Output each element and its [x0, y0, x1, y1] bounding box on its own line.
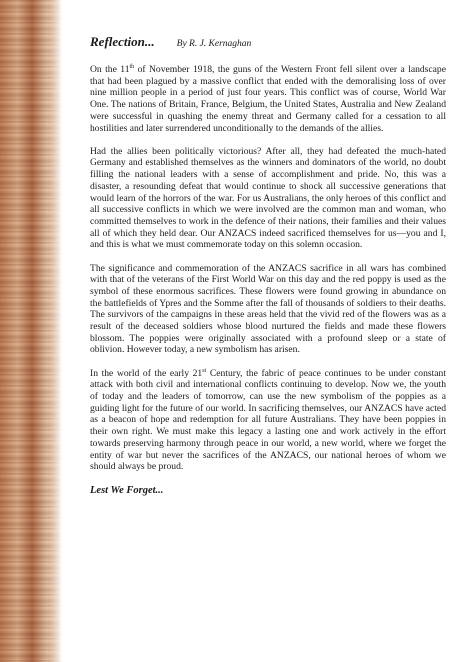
paragraph-1	[90, 64, 446, 134]
paragraph-1-start: On the 11	[90, 64, 130, 75]
closing-line: Lest We Forget...	[90, 484, 164, 496]
ordinal-suffix: th	[129, 63, 135, 70]
paragraph-3: The significance and commemoration of the ANZACS sacrifice in all wars has combined with that of the veterans of the First World War on this day and the red poppy is used as the symbol of these enormous sacrifices. These flowers were found growing in abundance on the battlefields of Ypres and the Somme after the fall of thousands of soldiers to their deaths. The survivors of the campaigns in these areas held that the vivid red of the flowers was as a result of the deceased soldiers whose blood nurtured the fields and made these flowers blossom. The poppies were originally associated with a profound sleep or a state of oblivion. However today, a new symbolism has arisen.	[90, 262, 446, 356]
paragraph-2: Had the allies been politically victorious? After all, they had defeated the much-hated Germany and established themselves as the winners and dominators of the world, no doubt filling the national leaders with a sense of accomplishment and pride. No, this was a disaster, a resounding defeat that would continue to shock all successive generations that would learn of the horrors of the war. For us Australians, the only heroes of this conflict and all successive conflicts in which we were involved are the common man and woman, who committed themselves to work in the defence of their nations, their families and their values all of which they held dear. Our ANZACS indeed sacrificed themselves for us—you and I, and this is what we must commemorate today on this solemn occasion.	[90, 145, 446, 251]
document-header	[90, 34, 446, 50]
ordinal-suffix: st	[202, 367, 207, 374]
document-title: Reflection...	[90, 34, 155, 49]
document-author: By R. J. Kernaghan	[176, 39, 252, 49]
document-content	[90, 34, 446, 496]
stone-texture-border	[0, 0, 62, 662]
paragraph-4-rest: Century, the fabric of peace continues to be under constant attack with both civil and international conflicts continuing to develop. Now we, the youth of today and the leaders of tomorrow, can use the new symbolism of the poppies as a guiding light for the future of our world. In sacrificing themselves, our ANZACS have acted as a beacon of hope and redemption for all future Australians. They have been poppies in their own right. We must make this legacy a lasting one and work actively in the effort towards preserving harmony through peace in our world, a new world, where we forget the entity of war but never the sacrifices of the ANZACS, our national heroes of whom we should always be proud.	[90, 367, 446, 473]
paragraph-4-start: In the world of the early 21	[90, 367, 203, 379]
paragraph-1-rest: of November 1918, the guns of the Western Front fell silent over a landscape that had been plagued by a massive conflict that ended with the demoralising loss of over nine million people in a period of just four years. This conflict was of course, World War One. The nations of Britain, France, Belgium, the United States, Australia and New Zealand were successful in quashing the enemy threat and Germany called for a cessation to all hostilities and later surrendered unconditionally to the demands of the allies.	[90, 64, 446, 134]
paragraph-4	[90, 368, 446, 473]
